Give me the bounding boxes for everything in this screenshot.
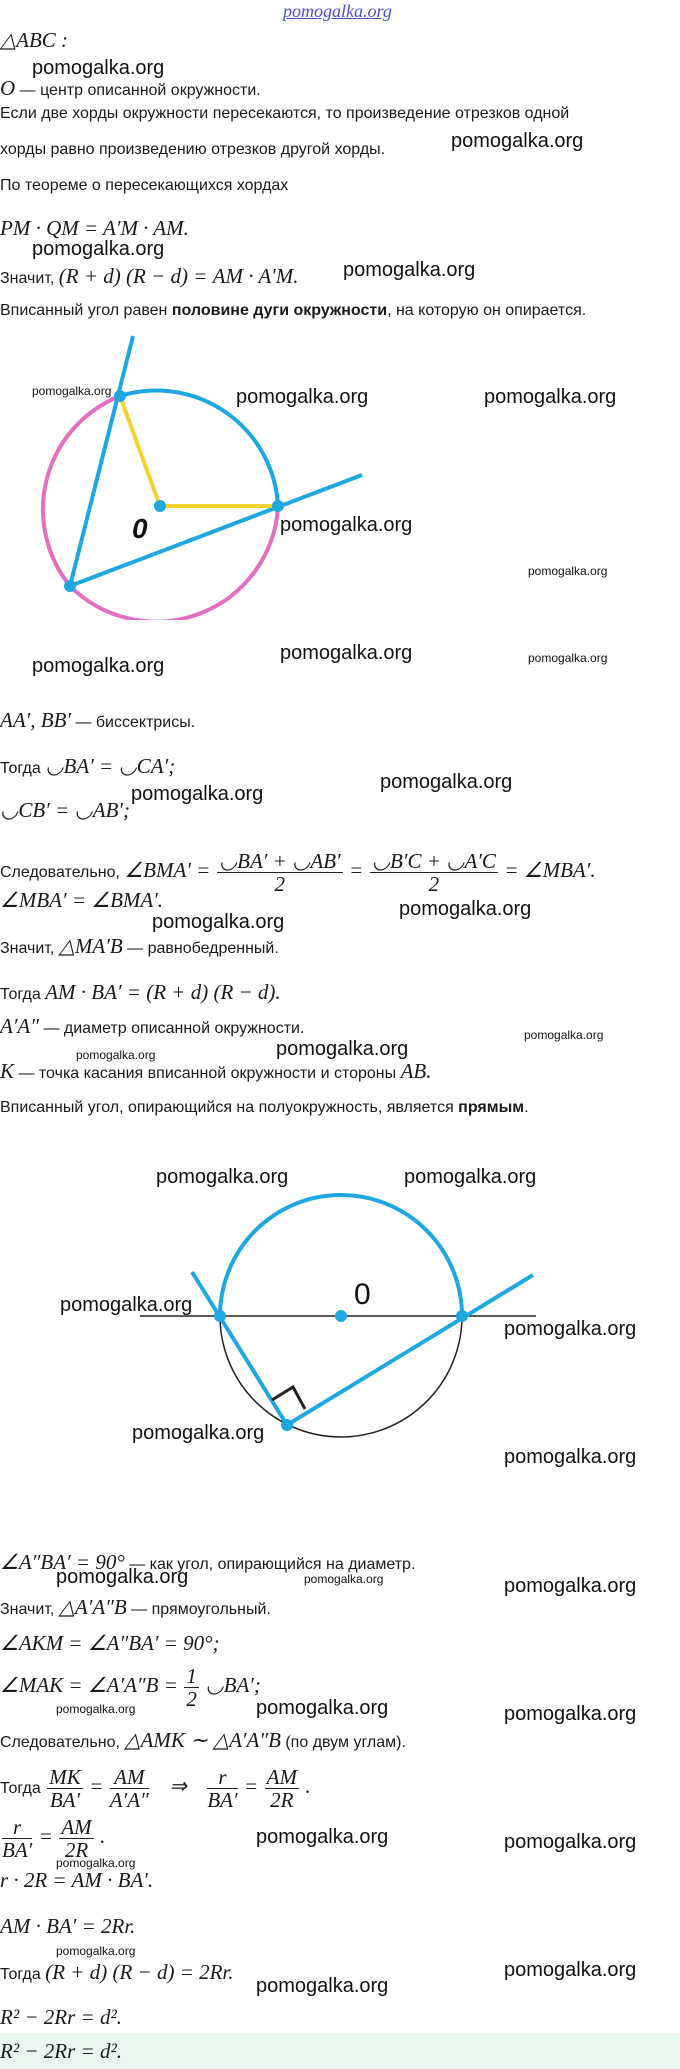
watermark: pomogalka.org xyxy=(60,1294,193,1316)
watermark: pomogalka.org xyxy=(32,655,165,677)
watermark: pomogalka.org xyxy=(56,1856,136,1870)
watermark: pomogalka.org xyxy=(56,1944,136,1958)
chord-left xyxy=(192,1272,287,1425)
watermark: pomogalka.org xyxy=(256,1975,389,1997)
circle-arc-pink-lower xyxy=(70,506,278,620)
chord-theorem-line-1: Если две хорды окружности пересекаются, то произведение отрезков одной xyxy=(0,105,570,122)
product-equation: Тогда AM · BA′ = (R + d) (R − d). xyxy=(0,980,281,1004)
point-bottom xyxy=(64,580,76,592)
watermark: pomogalka.org xyxy=(56,1702,136,1716)
point-top xyxy=(114,390,126,402)
isosceles-line: Значит, △MA′B — равнобедренный. xyxy=(0,934,279,958)
watermark: pomogalka.org xyxy=(304,1572,384,1586)
watermark: pomogalka.org xyxy=(76,1048,156,1062)
chord-theorem-line-2: хорды равно произведению отрезков другой хорды. xyxy=(0,141,386,158)
chord-consequence: Значит, (R + d) (R − d) = AM · A′M. xyxy=(0,264,299,288)
point-center-2 xyxy=(335,1310,347,1322)
center-label-2: 0 xyxy=(354,1278,371,1311)
watermark: pomogalka.org xyxy=(504,1959,637,1981)
arcs-equal-2: ◡CB′ = ◡AB′; xyxy=(0,798,130,822)
watermark: pomogalka.org xyxy=(528,651,608,665)
watermark: pomogalka.org xyxy=(256,1826,389,1848)
bisectors-line: AA′, BB′ — биссектрисы. xyxy=(0,708,196,732)
watermark: pomogalka.org xyxy=(451,130,584,152)
product-2rr-line: AM · BA′ = 2Rr. xyxy=(0,1914,136,1938)
euler-formula-line: R² − 2Rr = d². xyxy=(0,2005,123,2029)
watermark: pomogalka.org xyxy=(56,1566,189,1588)
watermark: pomogalka.org xyxy=(236,386,369,408)
watermark: pomogalka.org xyxy=(276,1038,409,1060)
watermark: pomogalka.org xyxy=(528,564,608,578)
center-label: 0 xyxy=(132,513,148,544)
angles-equal: ∠MBA′ = ∠BMA′. xyxy=(0,888,164,912)
diameter-angle-line: ∠A″BA′ = 90° — как угол, опирающийся на диаметр. xyxy=(0,1550,416,1574)
watermark: pomogalka.org xyxy=(152,911,285,933)
ratio-line-2: $\frac{r}{BA'}$ = $\frac{AM}{2R}$ . xyxy=(2,1815,106,1863)
arcs-equal-1: Тогда ◡BA′ = ◡CA′; xyxy=(0,754,176,778)
point-center xyxy=(154,500,166,512)
circumcenter-line: O — центр описанной окружности. xyxy=(0,76,261,100)
semicircle-upper-blue xyxy=(220,1195,462,1316)
watermark: pomogalka.org xyxy=(156,1166,289,1188)
watermark: pomogalka.org xyxy=(399,898,532,920)
tangent-point-line: K — точка касания вписанной окружности и стороны AB. xyxy=(0,1059,432,1083)
angle-derivation: Следовательно, ∠BMA′ = $\frac{◡BA' + ◡AB'}{2}$ = $\frac{◡B'C + ◡A'C}{2}$ = ∠MBA′. xyxy=(0,849,596,897)
chord-theorem-ref: По теореме о пересекающихся хордах xyxy=(0,177,289,194)
watermark: pomogalka.org xyxy=(404,1166,537,1188)
point-bottom-2 xyxy=(281,1419,293,1431)
angle-akm-line: ∠AKM = ∠A″BA′ = 90°; xyxy=(0,1631,220,1655)
angle-mak-line: ∠MAK = ∠A′A″B = $\frac{1}{2}$ ◡BA′; xyxy=(0,1664,261,1712)
point-left xyxy=(214,1310,226,1322)
watermark: pomogalka.org xyxy=(504,1446,637,1468)
point-right xyxy=(272,500,284,512)
product-2r-line: r · 2R = AM · BA′. xyxy=(0,1868,154,1892)
watermark: pomogalka.org xyxy=(280,514,413,536)
inscribed-angle-line: Вписанный угол равен половине дуги окружности, на которую он опирается. xyxy=(0,302,587,319)
watermark: pomogalka.org xyxy=(504,1831,637,1853)
triangle-abc-line: △ABC : xyxy=(0,28,69,52)
watermark: pomogalka.org xyxy=(32,384,112,398)
watermark: pomogalka.org xyxy=(484,386,617,408)
watermark: pomogalka.org xyxy=(132,1422,265,1444)
watermark: pomogalka.org xyxy=(504,1703,637,1725)
radius-yellow-1 xyxy=(120,396,160,506)
final-substitution-line: Тогда (R + d) (R − d) = 2Rr. xyxy=(0,1960,234,1984)
watermark: pomogalka.org xyxy=(380,771,513,793)
right-angle-line: Вписанный угол, опирающийся на полуокружность, является прямым. xyxy=(0,1099,529,1116)
chord-line-1 xyxy=(70,336,133,586)
similarity-line: Следовательно, △AMK ∼ △A′A″B (по двум углам). xyxy=(0,1728,406,1752)
circle-arc-pink xyxy=(43,396,120,586)
watermark: pomogalka.org xyxy=(256,1697,389,1719)
diameter-line: A′A″ — диаметр описанной окружности. xyxy=(0,1014,305,1038)
watermark: pomogalka.org xyxy=(280,642,413,664)
watermark: pomogalka.org xyxy=(524,1028,604,1042)
right-triangle-line: Значит, △A′A″B — прямоугольный. xyxy=(0,1595,271,1619)
chord-right xyxy=(287,1275,533,1425)
chord-equation: PM · QM = A′M · AM. xyxy=(0,216,189,240)
watermark: pomogalka.org xyxy=(504,1318,637,1340)
top-watermark-link[interactable]: pomogalka.org xyxy=(283,1,392,21)
point-right-2 xyxy=(456,1310,468,1322)
watermark: pomogalka.org xyxy=(32,57,165,79)
euler-formula-answer: R² − 2Rr = d². xyxy=(0,2039,123,2063)
ratio-line: Тогда $\frac{MK}{BA'}$ = $\frac{AM}{A'A''}$ ⇒ $\frac{r}{BA'}$ = $\frac{AM}{2R}$ . xyxy=(0,1765,311,1813)
watermark: pomogalka.org xyxy=(32,238,165,260)
watermark: pomogalka.org xyxy=(343,259,476,281)
watermark: pomogalka.org xyxy=(131,783,264,805)
watermark: pomogalka.org xyxy=(504,1575,637,1597)
